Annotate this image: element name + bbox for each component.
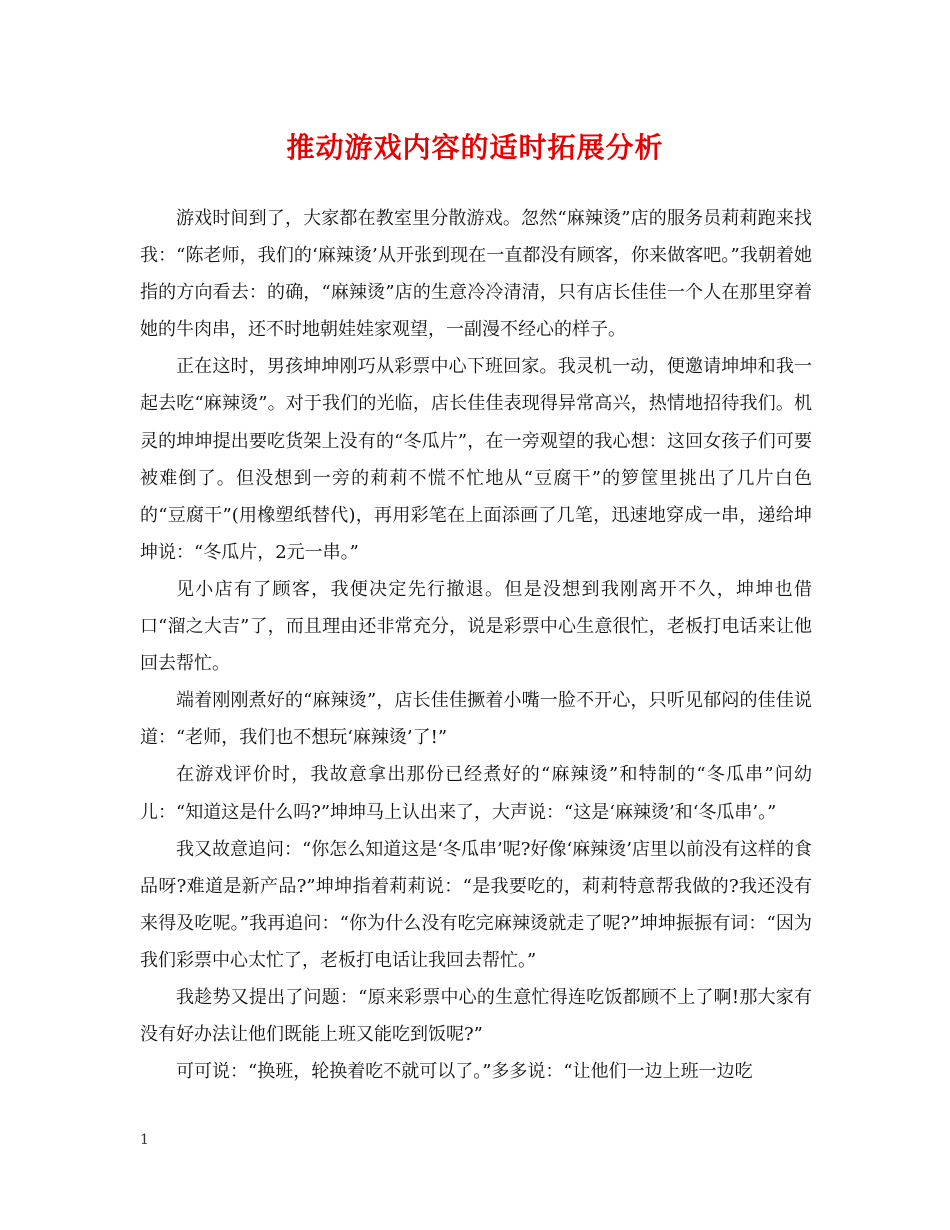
paragraph-8: 可可说：“换班，轮换着吃不就可以了。”多多说：“让他们一边上班一边吃: [176, 1061, 753, 1083]
document-title: 推动游戏内容的适时拓展分析: [286, 131, 664, 164]
paragraph-7: 我趁势又提出了问题：“原来彩票中心的生意忙得连吃饭都顾不上了啊!那大家有没有好办法让他们既能上班又能吃到饭呢?”: [140, 986, 812, 1046]
paragraph-2: 正在这时，男孩坤坤刚巧从彩票中心下班回家。我灵机一动，便邀请坤坤和我一起去吃“麻辣烫”。对于我们的光临，店长佳佳表现得异常高兴，热情地招待我们。机灵的坤坤提出要吃货架上没有的“冬瓜片”，在一旁观望的我心想：这回女孩子们可要被难倒了。但没想到一旁的莉莉不慌不忙地从“豆腐干”的箩筐里挑出了几片白色的“豆腐干”(用橡塑纸替代)，再用彩笔在上面添画了几笔，迅速地穿成一串，递给坤坤说：“冬瓜片，2元一串。”: [140, 356, 812, 563]
paragraph-5: 在游戏评价时，我故意拿出那份已经煮好的“麻辣烫”和特制的“冬瓜串”问幼儿：“知道这是什么吗?”坤坤马上认出来了，大声说：“这是‘麻辣烫’和‘冬瓜串’。”: [140, 764, 812, 823]
paragraph-3: 见小店有了顾客，我便决定先行撤退。但是没想到我刚离开不久，坤坤也借口“溜之大吉”了，而且理由还非常充分，说是彩票中心生意很忙，老板打电话来让他回去帮忙。: [140, 578, 812, 675]
paragraph-4: 端着刚刚煮好的“麻辣烫”，店长佳佳撅着小嘴一脸不开心，只听见郁闷的佳佳说道：“老师，我们也不想玩‘麻辣烫’了!”: [140, 690, 812, 749]
paragraph-1: 游戏时间到了，大家都在教室里分散游戏。忽然“麻辣烫”店的服务员莉莉跑来找我：“陈老师，我们的‘麻辣烫’从开张到现在一直都没有顾客，你来做客吧。”我朝着她指的方向看去：的确，“麻辣烫”店的生意冷冷清清，只有店长佳佳一个人在那里穿着她的牛肉串，还不时地朝娃娃家观望，一副漫不经心的样子。: [140, 208, 812, 341]
page-number: 1: [140, 1132, 149, 1148]
document-body: [140, 200, 812, 1090]
paragraph-6: 我又故意追问：“你怎么知道这是‘冬瓜串’呢?好像‘麻辣烫’店里以前没有这样的食品呀?难道是新产品?”坤坤指着莉莉说：“是我要吃的，莉莉特意帮我做的?我还没有来得及吃呢。”我再追问：“你为什么没有吃完麻辣烫就走了呢?”坤坤振振有词：“因为我们彩票中心太忙了，老板打电话让我回去帮忙。”: [140, 838, 812, 971]
